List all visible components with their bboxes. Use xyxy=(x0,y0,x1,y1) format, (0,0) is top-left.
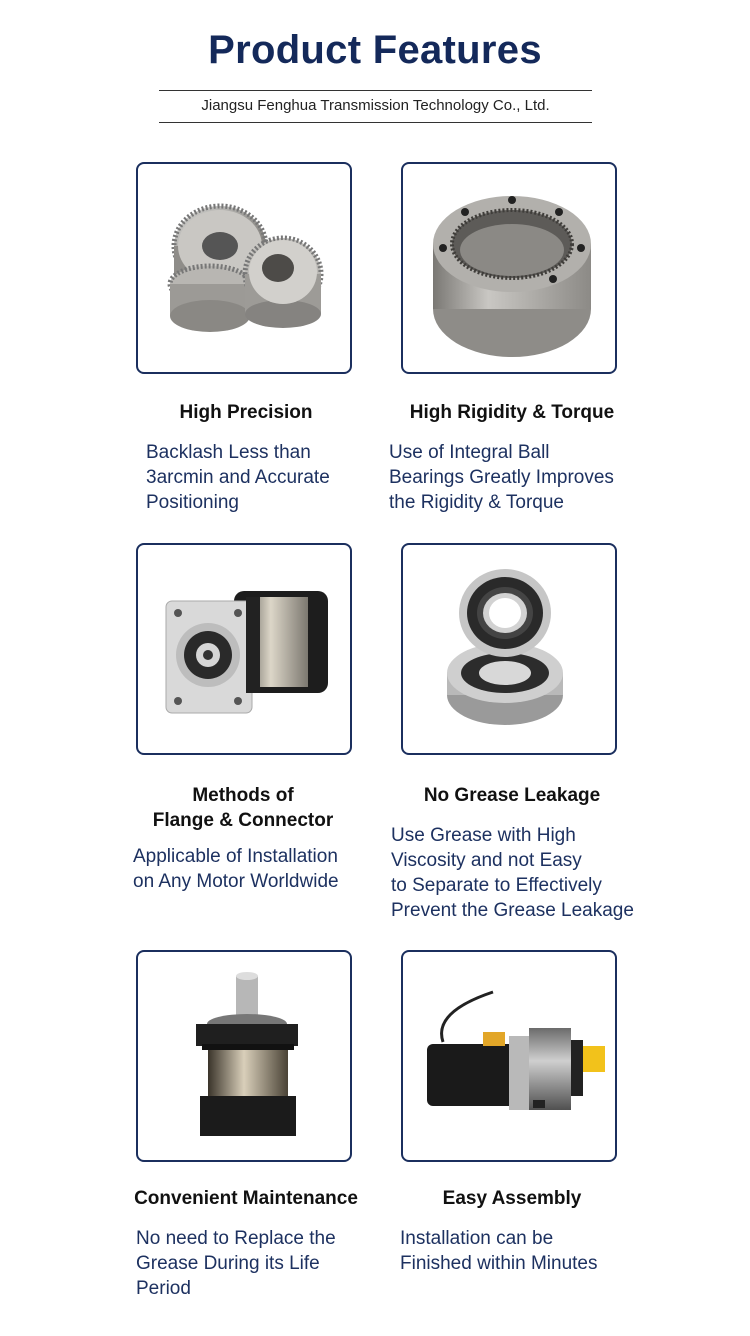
feature-desc-grease: Use Grease with High Viscosity and not Easy to Separate to Effectively Prevent the Grease Leakage xyxy=(391,825,634,921)
feature-title-flange: Methods of Flange & Connector xyxy=(152,785,334,831)
feature-title-high-rigidity: High Rigidity & Torque xyxy=(409,402,615,423)
page-title: Product Features xyxy=(208,28,542,72)
feature-image-high-rigidity xyxy=(401,162,617,374)
feature-desc-flange: Applicable of Installation on Any Motor Worldwide xyxy=(133,846,339,892)
feature-image-flange xyxy=(136,543,352,755)
servo-motor-icon xyxy=(403,952,615,1160)
feature-title-grease: No Grease Leakage xyxy=(423,785,601,806)
gears-icon xyxy=(138,164,350,372)
feature-image-assembly xyxy=(401,950,617,1162)
feature-image-maintenance xyxy=(136,950,352,1162)
feature-title-high-precision: High Precision xyxy=(179,402,313,423)
feature-title-maintenance: Convenient Maintenance xyxy=(134,1188,358,1209)
ring-gear-icon xyxy=(403,164,615,372)
planetary-gearbox-icon xyxy=(138,952,350,1160)
feature-desc-assembly: Installation can be Finished within Minutes xyxy=(400,1228,598,1274)
feature-desc-maintenance: No need to Replace the Grease During its Life Period xyxy=(136,1228,336,1299)
top-divider xyxy=(159,90,592,91)
feature-title-assembly: Easy Assembly xyxy=(442,1188,582,1209)
bottom-divider xyxy=(159,122,592,123)
feature-image-high-precision xyxy=(136,162,352,374)
flange-gearbox-icon xyxy=(138,545,350,753)
feature-desc-high-rigidity: Use of Integral Ball Bearings Greatly Improves the Rigidity & Torque xyxy=(389,442,614,513)
feature-desc-high-precision: Backlash Less than 3arcmin and Accurate Positioning xyxy=(146,442,330,513)
company-name: Jiangsu Fenghua Transmission Technology Co., Ltd. xyxy=(201,97,550,114)
feature-image-grease xyxy=(401,543,617,755)
ball-bearing-icon xyxy=(403,545,615,753)
